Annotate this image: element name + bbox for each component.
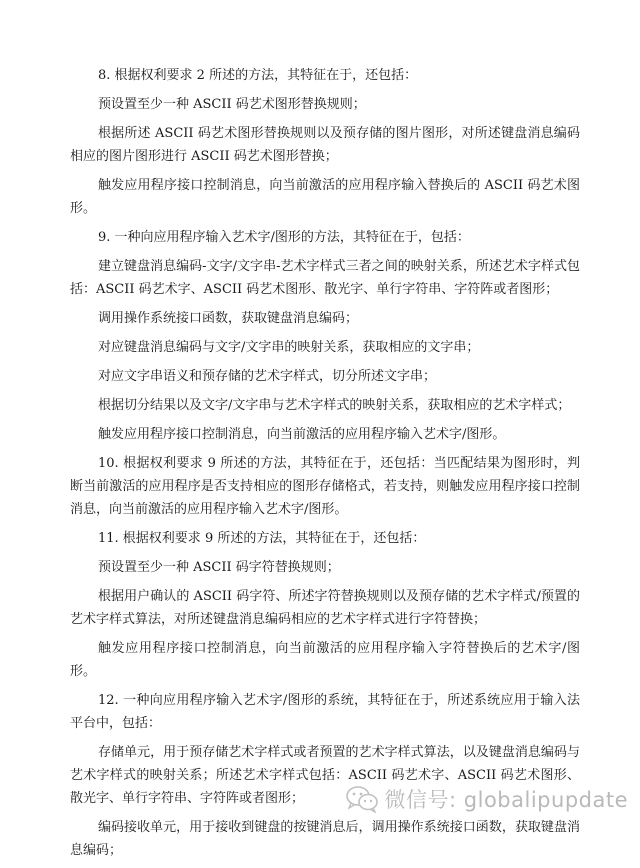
claim-paragraph: 建立键盘消息编码-文字/文字串-艺术字样式三者之间的映射关系，所述艺术字样式包括：ASCII 码艺术字、ASCII 码艺术图形、散光字、单行字符串、字符阵或者图形； (70, 259, 580, 297)
claim-paragraph: 对应键盘消息编码与文字/文字串的映射关系，获取相应的文字串； (98, 340, 480, 355)
claim-paragraph: 触发应用程序接口控制消息，向当前激活的应用程序输入替换后的 ASCII 码艺术图形。 (70, 178, 580, 216)
claim-paragraph: 根据用户确认的 ASCII 码字符、所述字符替换规则以及预存储的艺术字样式/预置的艺术字样式算法，对所述键盘消息编码相应的艺术字样式进行字符替换； (70, 589, 580, 627)
watermark (345, 784, 628, 814)
claim-paragraph: 11. 根据权利要求 9 所述的方法，其特征在于，还包括： (98, 531, 426, 546)
claim-paragraph: 预设置至少一种 ASCII 码字符替换规则； (98, 560, 340, 575)
claim-paragraph: 预设置至少一种 ASCII 码艺术图形替换规则； (98, 97, 366, 112)
claim-paragraph: 10. 根据权利要求 9 所述的方法，其特征在于，还包括：当匹配结果为图形时，判断当前激活的应用程序是否支持相应的图形存储格式，若支持，则触发应用程序接口控制消息，向当前激活的应用程序输入艺术字/图形。 (70, 456, 580, 517)
wechat-logo-icon (345, 785, 379, 813)
claim-paragraph: 根据所述 ASCII 码艺术图形替换规则以及预存储的图片图形，对所述键盘消息编码相应的图片图形进行 ASCII 码艺术图形替换； (70, 126, 580, 164)
claim-paragraph: 调用操作系统接口函数，获取键盘消息编码； (98, 311, 359, 326)
claim-paragraph: 12. 一种向应用程序输入艺术字/图形的系统，其特征在于，所述系统应用于输入法平台中，包括： (70, 693, 580, 731)
watermark-text: 微信号: globalipupdate (384, 788, 628, 812)
claim-paragraph: 存储单元，用于预存储艺术字样式或者预置的艺术字样式算法，以及键盘消息编码与艺术字样式的映射关系；所述艺术字样式包括：ASCII 码艺术字、ASCII 码艺术图形、散光字、单行字符串、字符阵或者图形； (70, 745, 580, 806)
claim-paragraph: 编码接收单元，用于接收到键盘的按键消息后，调用操作系统接口函数，获取键盘消息编码； (70, 820, 580, 858)
claim-paragraph: 对应文字串语义和预存储的艺术字样式，切分所述文字串； (98, 369, 437, 384)
claim-paragraph: 9. 一种向应用程序输入艺术字/图形的方法，其特征在于，包括： (98, 230, 470, 245)
claim-paragraph: 触发应用程序接口控制消息，向当前激活的应用程序输入字符替换后的艺术字/图形。 (70, 641, 580, 679)
claim-paragraph: 8. 根据权利要求 2 所述的方法，其特征在于，还包括： (98, 68, 418, 83)
document-page (70, 64, 580, 868)
claim-paragraph: 根据切分结果以及文字/文字串与艺术字样式的映射关系，获取相应的艺术字样式； (98, 398, 571, 413)
claim-paragraph: 触发应用程序接口控制消息，向当前激活的应用程序输入艺术字/图形。 (98, 427, 506, 442)
